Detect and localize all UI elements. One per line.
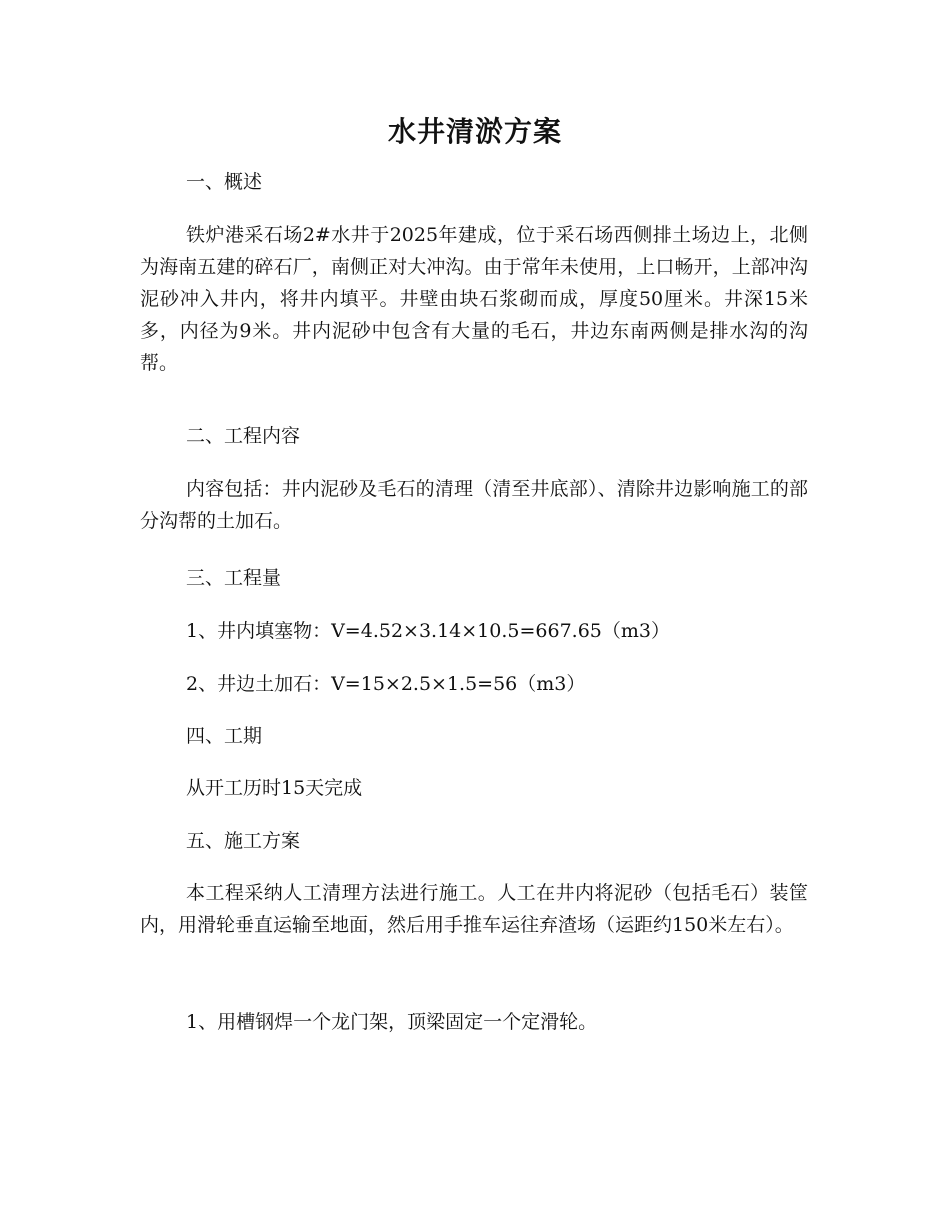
paragraph-text: 铁炉港采石场2#水井于2025年建成，位于采石场西侧排土场边上，北侧为海南五建的碎石厂，南侧正对大冲沟。由于常年未使用，上口畅开，上部冲沟泥砂冲入井内，将井内填平。井壁由块石浆砌而成，厚度50厘米。井深15米多，内径为9米。井内泥砂中包含有大量的毛石，井边东南两侧是排水沟的沟帮。 bbox=[140, 224, 808, 374]
plan-item-1 bbox=[140, 1006, 808, 1038]
plan-paragraph bbox=[140, 877, 808, 941]
paragraph-text: 内容包括：井内泥砂及毛石的清理（清至井底部）、清除井边影响施工的部分沟帮的土加石。 bbox=[140, 478, 808, 532]
heading-text: 一、概述 bbox=[186, 171, 263, 193]
section-heading-quantity bbox=[140, 562, 808, 594]
schedule-text bbox=[140, 772, 808, 804]
plain-text: 从开工历时15天完成 bbox=[186, 777, 363, 799]
item-text: 2、井边土加石：V=15×2.5×1.5=56（m3） bbox=[186, 673, 586, 695]
overview-paragraph bbox=[140, 219, 808, 379]
document-title: 水井清淤方案 bbox=[387, 115, 562, 148]
heading-text: 三、工程量 bbox=[186, 567, 282, 589]
quantity-item-2 bbox=[140, 668, 808, 700]
heading-text: 五、施工方案 bbox=[186, 830, 301, 852]
section-heading-plan bbox=[140, 825, 808, 857]
section-heading-overview bbox=[140, 166, 808, 198]
heading-text: 四、工期 bbox=[186, 725, 263, 747]
scope-paragraph bbox=[140, 473, 808, 537]
item-text: 1、用槽钢焊一个龙门架，顶梁固定一个定滑轮。 bbox=[186, 1011, 598, 1033]
section-heading-scope bbox=[140, 420, 808, 452]
quantity-item-1 bbox=[140, 615, 808, 647]
section-heading-schedule bbox=[140, 720, 808, 752]
item-text: 1、井内填塞物：V=4.52×3.14×10.5=667.65（m3） bbox=[186, 620, 670, 642]
paragraph-text: 本工程采纳人工清理方法进行施工。人工在井内将泥砂（包括毛石）装筐内，用滑轮垂直运输至地面，然后用手推车运往弃渣场（运距约150米左右）。 bbox=[140, 882, 808, 936]
heading-text: 二、工程内容 bbox=[186, 425, 301, 447]
